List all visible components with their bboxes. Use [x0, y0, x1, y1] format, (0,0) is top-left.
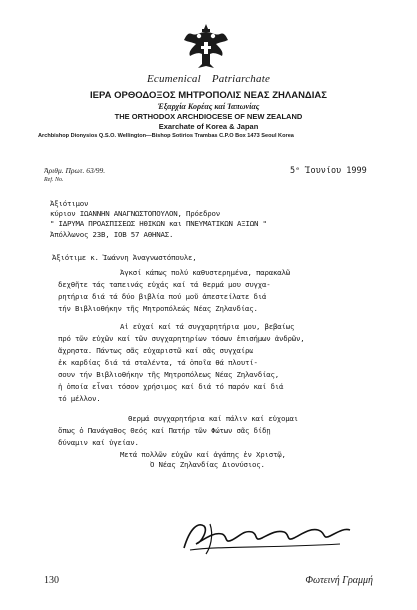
body-line: δύναμιν καί ὑγείαν. [58, 438, 139, 447]
ref-label: Ref. No. [44, 177, 64, 183]
address-line: Ἀξιότιμον [50, 199, 89, 208]
banner-word: Ecumenical [146, 73, 201, 85]
banner-word: Patriarchate [211, 73, 271, 85]
salutation: Ἀξιότιμε κ. Ἰωάννη Ἀναγνωστόπουλε, [52, 253, 197, 262]
body-line: ὅπως ὁ Πανάγαθος Θεός καί Πατήρ τῶν Φώτων σᾶς δίδῃ [58, 426, 271, 435]
body-line: σουν τήν Βιβλιοθήκην τῆς Μητροπόλεως Νέας Ζηλανδίας, [58, 370, 279, 379]
body-line: τήν Βιβλιοθήκην τῆς Μητροπόλεώς Νέας Ζηλανδίας. [58, 304, 258, 313]
letterhead-exarchate: Exarchate of Korea & Japan [158, 122, 259, 131]
body-line: ἄχρηστα. Πάντως σᾶς εὐχαριστῶ καί σᾶς συγχαίρω [58, 346, 254, 355]
running-footer-author: Φωτεινή Γραμμή [305, 575, 373, 586]
body-line: Μετά πολλῶν εὐχῶν καί ἀγάπης ἐν Χριστῷ, [120, 450, 286, 459]
handwritten-signature [180, 518, 355, 556]
letterhead-title-greek: ΙΕΡΑ ΟΡΘΟΔΟΞΟΣ ΜΗΤΡΟΠΟΛΙΣ ΝΕΑΣ ΖΗΛΑΝΔΙΑΣ [90, 90, 327, 101]
letterhead-subtitle-greek: Ἐξαρχία Κορέας καί Ἰαπωνίας [157, 102, 260, 111]
double-headed-eagle-emblem [182, 20, 230, 72]
letterhead-title-english: THE ORTHODOX ARCHDIOCESE OF NEW ZEALAND [114, 112, 303, 121]
body-line: πρό τῶν εὐχῶν καί τῶν συγχαρητηρίων τόσων ἐπισήμων ἀνδρῶν, [58, 334, 305, 343]
body-line: ἡ ὁποία εἶναι τόσον χρήσιμος καί διά τό παρόν καί διά [58, 382, 284, 391]
address-line: " ΙΔΡΥΜΑ ΠΡΟΑΣΠΙΣΕΩΣ ΗΘΙΚΩΝ και ΠΝΕΥΜΑΤΙΚΩΝ ΑΞΙΩΝ " [50, 219, 267, 228]
body-line: τό μέλλον. [58, 394, 101, 403]
body-line: Αἱ εὐχαί καί τά συγχαρητήρια μου, βεβαίως [120, 322, 295, 331]
address-line: κύριον ΙΩΑΝΝΗΝ ΑΝΑΓΝΩΣΤΟΠΟΥΛΟΝ, Πρόεδρον [50, 209, 220, 218]
letterhead-address-line: Archbishop Dionysios Q.S.O. Wellington—Bishop Sotirios Trambas C.P.O Box 1473 Seoul Korea [38, 133, 294, 139]
address-line: Ἀπόλλωνος 23Β, ΙΟΒ 57 ΑΘΗΝΑΣ. [50, 230, 174, 239]
ecumenical-patriarchate-banner [0, 73, 417, 85]
body-line: Ἀγκσί κάπως πολύ καθυστερημένα, παρακαλῶ [120, 268, 290, 277]
body-line: δεχθῆτε τάς ταπεινάς εὐχάς καί τά θερμά μου συγχα- [58, 280, 271, 289]
closing-signature-line: Ὁ Νέας Ζηλανδίας Διονύσιος. [150, 460, 265, 469]
body-line: ρητήρια διά τά δύο βιβλία πού μοῦ ἀπεστείλατε διά [58, 292, 267, 301]
body-line: Θερμά συγχαρητήρια καί πάλιν καί εὐχομαι [128, 414, 298, 423]
protocol-number: Ἀριθμ. Πρωτ. 63/99. [44, 166, 106, 175]
letter-date: 5ᵉ Ἰουνίου 1999 [290, 166, 367, 176]
page-number: 130 [44, 575, 59, 586]
body-line: ἐκ καρδίας διά τά σταλέντα, τά ὁποῖα θά πλουτί- [58, 358, 258, 367]
